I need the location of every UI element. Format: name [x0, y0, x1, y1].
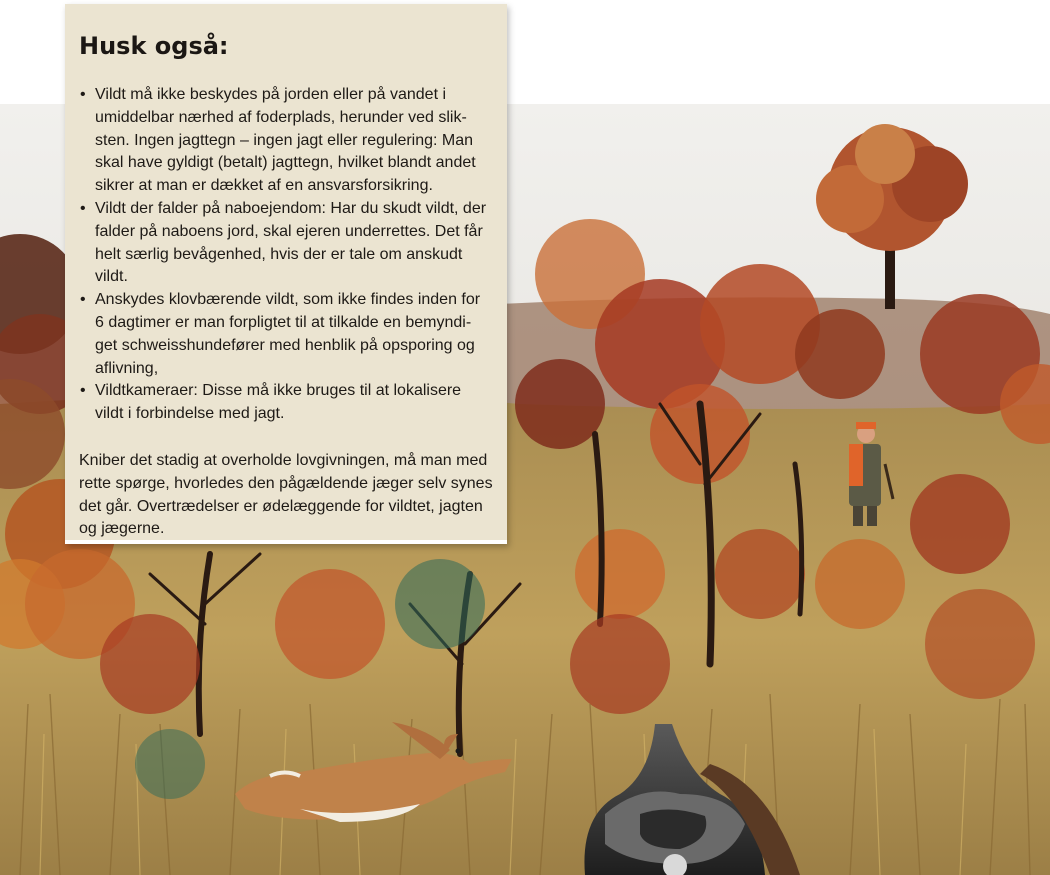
rules-list [79, 84, 493, 426]
rule-item: • Vildt må ikke beskydes på jorden eller på vandet i umiddelbar nærhed af foderplads, herunder ved slik-sten. Ingen jagttegn – ingen jagt eller regulering: Man skal have gyldigt (betalt) jagttegn, hvilket blandt andet sikrer at man er dækket af en ansvarsforsikring. [95, 84, 493, 198]
rule-item: • Vildtkameraer: Disse må ikke bruges til at lokalisere vildt i forbindelse med jagt. [95, 380, 493, 426]
info-box-title: Husk også: [79, 32, 229, 60]
rule-item: • Anskydes klovbærende vildt, som ikke findes inden for 6 dagtimer er man forpligtet til at tilkalde en bemyndi-get schweisshundefører med henblik på opsporing og aflivning, [95, 289, 493, 380]
rule-item: • Vildt der falder på naboejendom: Har du skudt vildt, der falder på naboens jord, skal ejeren underrettes. Det får helt særlig bevågenhed, hvis der er tale om anskudt vildt. [95, 198, 493, 289]
closing-paragraph: Kniber det stadig at overholde lovgivningen, må man med rette spørge, hvorledes den pågældende jæger selv synes det går. Overtrædelser er ødelæggende for vildtet, jagten og jægerne. [79, 451, 493, 538]
info-box [65, 4, 507, 544]
